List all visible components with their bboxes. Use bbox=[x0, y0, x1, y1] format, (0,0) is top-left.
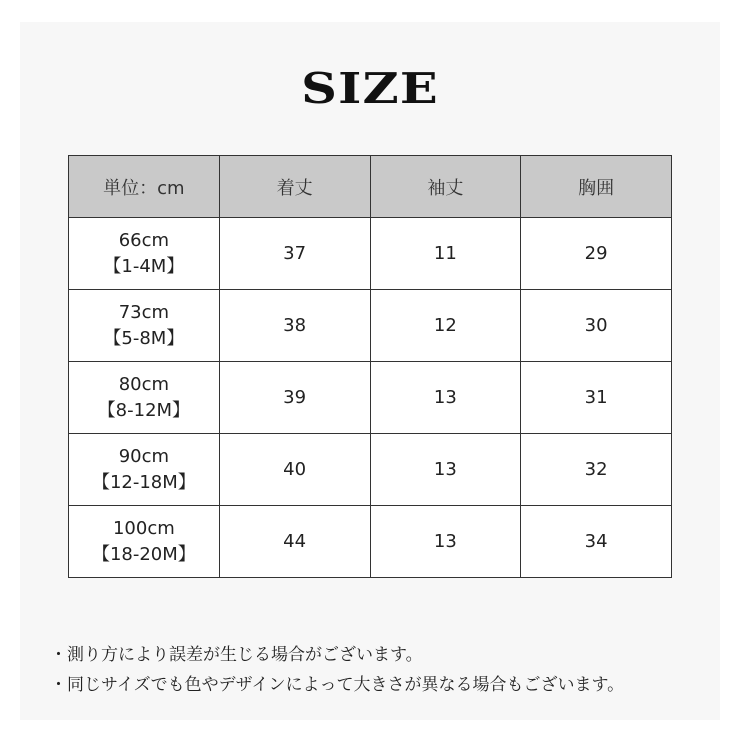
size-label: 80cm bbox=[118, 373, 170, 395]
size-label: 90cm bbox=[118, 445, 170, 467]
chest-cell: 31 bbox=[521, 362, 672, 434]
length-cell: 38 bbox=[219, 290, 370, 362]
sleeve-cell: 13 bbox=[370, 362, 521, 434]
header-sleeve: 袖丈 bbox=[370, 156, 521, 218]
size-label: 73cm bbox=[118, 301, 170, 323]
chest-cell: 29 bbox=[521, 218, 672, 290]
age-label: 【1-4M】 bbox=[103, 255, 185, 277]
chest-cell: 30 bbox=[521, 290, 672, 362]
header-chest: 胸囲 bbox=[521, 156, 672, 218]
size-label: 66cm bbox=[118, 229, 170, 251]
table-row bbox=[69, 506, 672, 578]
notes bbox=[50, 640, 624, 700]
header-row bbox=[69, 156, 672, 218]
size-cell bbox=[69, 218, 220, 290]
table-row bbox=[69, 362, 672, 434]
size-label: 100cm bbox=[112, 517, 175, 539]
note-size-variation: ・同じサイズでも色やデザインによって大きさが異なる場合もございます。 bbox=[50, 675, 625, 695]
age-label: 【18-20M】 bbox=[91, 543, 196, 565]
page-title: SIZE bbox=[301, 64, 439, 113]
length-cell: 37 bbox=[219, 218, 370, 290]
size-cell bbox=[69, 506, 220, 578]
table-row bbox=[69, 434, 672, 506]
age-label: 【5-8M】 bbox=[103, 327, 185, 349]
age-label: 【12-18M】 bbox=[91, 471, 196, 493]
sleeve-cell: 11 bbox=[370, 218, 521, 290]
chest-cell: 34 bbox=[521, 506, 672, 578]
header-length: 着丈 bbox=[219, 156, 370, 218]
sleeve-cell: 13 bbox=[370, 506, 521, 578]
sleeve-cell: 12 bbox=[370, 290, 521, 362]
header-unit: 単位：cm bbox=[69, 156, 220, 218]
chest-cell: 32 bbox=[521, 434, 672, 506]
table-body bbox=[69, 218, 672, 578]
size-cell bbox=[69, 434, 220, 506]
table-row bbox=[69, 218, 672, 290]
size-cell bbox=[69, 362, 220, 434]
length-cell: 44 bbox=[219, 506, 370, 578]
age-label: 【8-12M】 bbox=[97, 399, 191, 421]
size-cell bbox=[69, 290, 220, 362]
length-cell: 39 bbox=[219, 362, 370, 434]
size-chart-table bbox=[68, 155, 672, 578]
note-measurement-error: ・測り方により誤差が生じる場合がございます。 bbox=[50, 645, 423, 665]
length-cell: 40 bbox=[219, 434, 370, 506]
sleeve-cell: 13 bbox=[370, 434, 521, 506]
table-row bbox=[69, 290, 672, 362]
table-header bbox=[69, 156, 672, 218]
